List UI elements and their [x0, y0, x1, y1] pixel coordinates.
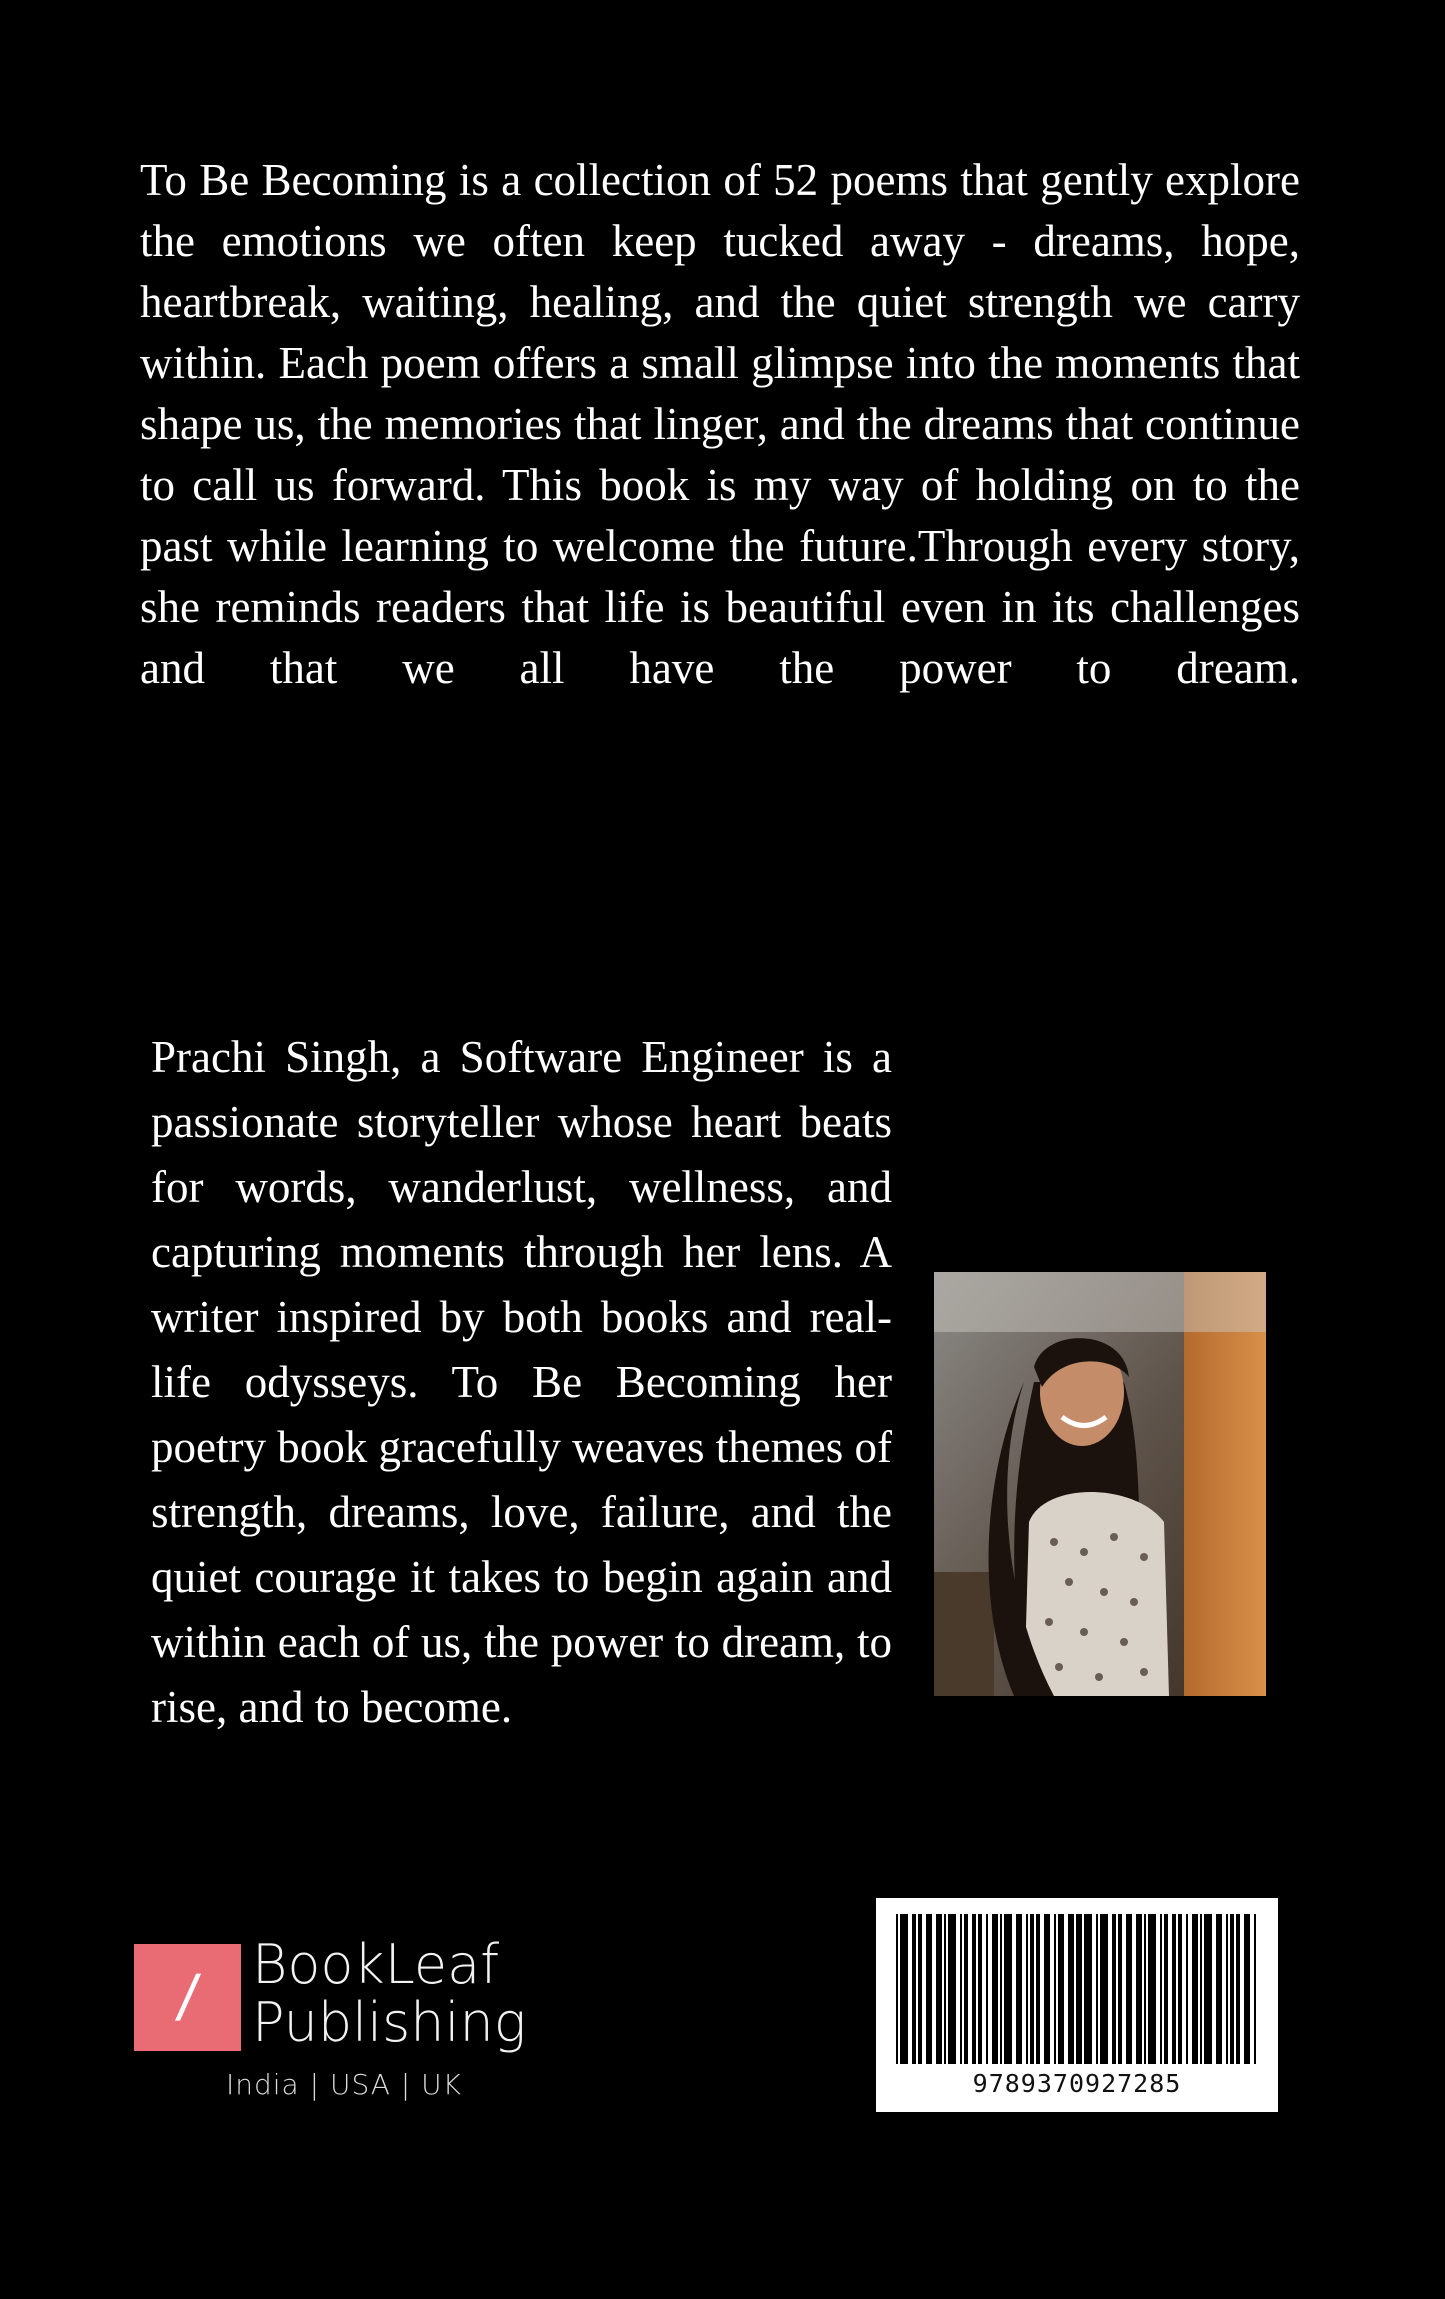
barcode-bar — [1230, 1914, 1234, 2064]
barcode-bar — [1178, 1914, 1182, 2064]
barcode-bar — [992, 1914, 998, 2064]
barcode-bar — [1226, 1914, 1228, 2064]
barcode-bar — [1096, 1914, 1098, 2064]
barcode-bar — [1000, 1914, 1002, 2064]
barcode-bar — [1030, 1914, 1034, 2064]
barcode-bar — [964, 1914, 968, 2064]
barcode-bar — [1192, 1914, 1198, 2064]
barcode-bar — [1004, 1914, 1012, 2064]
barcode-bar — [1126, 1914, 1132, 2064]
barcode-bar — [960, 1914, 962, 2064]
barcode-bar — [1112, 1914, 1116, 2064]
barcode-bar — [1160, 1914, 1162, 2064]
barcode-bar — [1068, 1914, 1074, 2064]
publisher-name — [252, 1933, 527, 2054]
isbn-number: 9789370927285 — [972, 2069, 1182, 2098]
barcode-bar — [1118, 1914, 1122, 2064]
publisher-locations: India | USA | UK — [226, 2068, 462, 2101]
publisher-name-line2: Publishing — [252, 1991, 527, 2054]
barcode-bar — [978, 1914, 982, 2064]
publisher-name-line1: BookLeaf — [252, 1933, 500, 1996]
barcode-bar — [1036, 1914, 1040, 2064]
barcode-bar — [948, 1914, 956, 2064]
barcode-icon — [894, 1914, 1260, 2064]
isbn-barcode — [876, 1898, 1278, 2112]
barcode-bar — [1236, 1914, 1240, 2064]
barcode-bar — [1254, 1914, 1256, 2064]
author-photo — [934, 1272, 1266, 1696]
barcode-bar — [1164, 1914, 1168, 2064]
barcode-bar — [1172, 1914, 1176, 2064]
author-bio: Prachi Singh, a Software Engineer is a passionate storyteller whose heart beats for words, wanderlust, wellness, and capturing moments through her lens. A writer inspired by both books and real-life odysseys. To Be Becoming her poetry book gracefully weaves themes of strength, dreams, love, failure, and the quiet courage it takes to begin again and within each of us, the power to dream, to rise, and to become. — [151, 1032, 892, 1732]
barcode-bar — [986, 1914, 988, 2064]
barcode-bar — [1084, 1914, 1092, 2064]
barcode-bar — [1054, 1914, 1056, 2064]
barcode-bar — [1144, 1914, 1146, 2064]
barcode-bar — [918, 1914, 922, 2064]
barcode-bar — [944, 1914, 946, 2064]
publisher-logo-icon — [134, 1944, 241, 2051]
barcode-bar — [1186, 1914, 1188, 2064]
barcode-bar — [926, 1914, 932, 2064]
barcode-bar — [1244, 1914, 1250, 2064]
barcode-bar — [1076, 1914, 1082, 2064]
barcode-bar — [1100, 1914, 1108, 2064]
barcode-bar — [1216, 1914, 1222, 2064]
barcode-bar — [1044, 1914, 1050, 2064]
barcode-bar — [1016, 1914, 1022, 2064]
book-blurb: To Be Becoming is a collection of 52 poems that gently explore the emotions we often keep tucked away - dreams, hope, heartbreak, waiting, healing, and the quiet strength we carry within. Each poem offers a small glimpse into the moments that shape us, the memories that linger, and the dreams that continue to call us forward. This book is my way of holding on to the past while learning to welcome the future.Through every story, she reminds readers that life is beautiful even in its challenges and that we all have the power to dream. — [140, 155, 1300, 693]
barcode-bar — [1200, 1914, 1202, 2064]
barcode-bar — [900, 1914, 908, 2064]
barcode-bar — [1148, 1914, 1156, 2064]
publisher-logo-mark: / — [172, 1961, 203, 2034]
barcode-bar — [1136, 1914, 1142, 2064]
barcode-bar — [896, 1914, 898, 2064]
barcode-bar — [936, 1914, 942, 2064]
barcode-bar — [1058, 1914, 1064, 2064]
barcode-bar — [912, 1914, 916, 2064]
barcode-bar — [972, 1914, 976, 2064]
barcode-bar — [1204, 1914, 1212, 2064]
barcode-bar — [1026, 1914, 1028, 2064]
